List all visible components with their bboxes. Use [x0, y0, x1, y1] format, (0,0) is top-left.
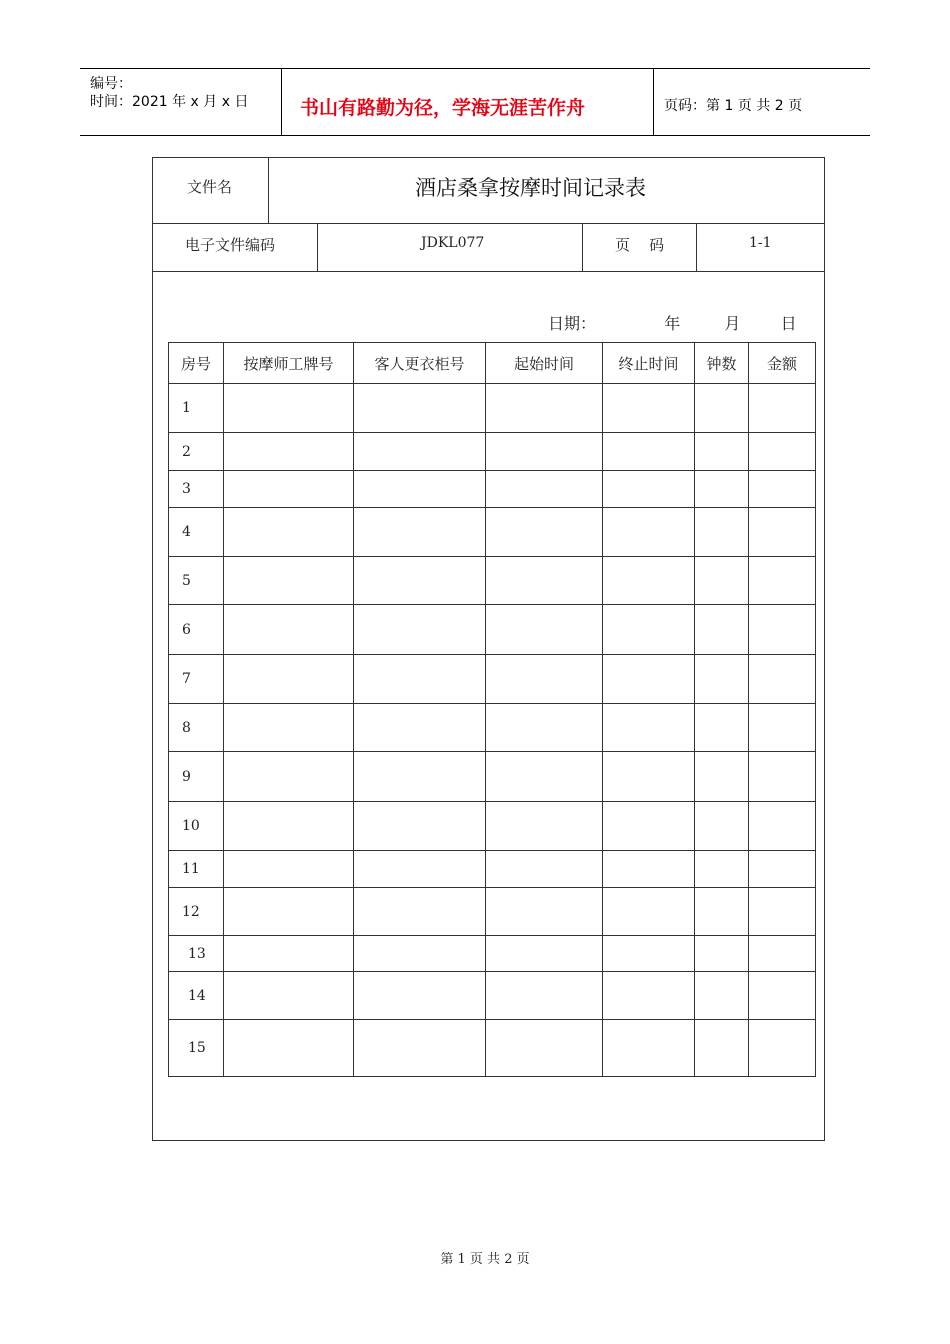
col-end-time: 终止时间 — [603, 343, 695, 384]
table-row — [169, 704, 816, 752]
record-table — [168, 342, 816, 1077]
table-row — [169, 802, 816, 851]
table-row — [169, 752, 816, 802]
cell-start-time[interactable] — [486, 1020, 603, 1077]
cell-locker-number[interactable] — [354, 704, 486, 752]
cell-amount[interactable] — [749, 851, 816, 888]
cell-locker-number[interactable] — [354, 1020, 486, 1077]
cell-amount[interactable] — [749, 972, 816, 1020]
cell-start-time[interactable] — [486, 655, 603, 704]
col-start-time: 起始时间 — [486, 343, 603, 384]
cell-locker-number[interactable] — [354, 752, 486, 802]
cell-start-time[interactable] — [486, 605, 603, 655]
cell-amount[interactable] — [749, 1020, 816, 1077]
cell-end-time[interactable] — [603, 557, 695, 605]
row-number: 13 — [169, 936, 224, 972]
cell-masseur-badge[interactable] — [224, 802, 354, 851]
cell-session-count[interactable] — [695, 704, 749, 752]
cell-locker-number[interactable] — [354, 433, 486, 471]
number-label: 编号： — [90, 76, 132, 92]
row-number: 12 — [169, 888, 224, 936]
table-row — [169, 1020, 816, 1077]
cell-masseur-badge[interactable] — [224, 888, 354, 936]
table-row — [169, 384, 816, 433]
row-number: 4 — [169, 508, 224, 557]
cell-session-count[interactable] — [695, 557, 749, 605]
cell-end-time[interactable] — [603, 508, 695, 557]
cell-end-time[interactable] — [603, 704, 695, 752]
cell-end-time[interactable] — [603, 471, 695, 508]
cell-start-time[interactable] — [486, 888, 603, 936]
cell-masseur-badge[interactable] — [224, 1020, 354, 1077]
table-row — [169, 433, 816, 471]
cell-end-time[interactable] — [603, 851, 695, 888]
cell-locker-number[interactable] — [354, 384, 486, 433]
cell-masseur-badge[interactable] — [224, 972, 354, 1020]
date-label: 日期： — [548, 314, 597, 333]
header-page-info: 页码：第 1 页 共 2 页 — [664, 98, 803, 114]
page-value: 1-1 — [749, 235, 772, 251]
document-title: 酒店桑拿按摩时间记录表 — [415, 176, 646, 200]
cell-session-count[interactable] — [695, 851, 749, 888]
cell-locker-number[interactable] — [354, 802, 486, 851]
cell-masseur-badge[interactable] — [224, 433, 354, 471]
table-row — [169, 936, 816, 972]
divider — [153, 271, 824, 272]
row-number: 11 — [169, 851, 224, 888]
header-motto-cell — [282, 69, 654, 135]
cell-session-count[interactable] — [695, 1020, 749, 1077]
cell-amount[interactable] — [749, 752, 816, 802]
row-number: 2 — [169, 433, 224, 471]
table-row — [169, 557, 816, 605]
cell-amount[interactable] — [749, 508, 816, 557]
cell-start-time[interactable] — [486, 433, 603, 471]
cell-locker-number[interactable] — [354, 936, 486, 972]
col-room-number: 房号 — [169, 343, 224, 384]
cell-end-time[interactable] — [603, 655, 695, 704]
cell-session-count[interactable] — [695, 433, 749, 471]
table-row — [169, 972, 816, 1020]
cell-end-time[interactable] — [603, 802, 695, 851]
row-number: 15 — [169, 1020, 224, 1077]
col-masseur-badge: 按摩师工牌号 — [224, 343, 354, 384]
date-line — [548, 311, 797, 334]
date-month: 月 — [724, 314, 741, 333]
code-value: JDKL077 — [421, 235, 485, 251]
divider — [317, 223, 318, 271]
cell-start-time[interactable] — [486, 752, 603, 802]
cell-session-count[interactable] — [695, 802, 749, 851]
cell-end-time[interactable] — [603, 752, 695, 802]
row-number: 10 — [169, 802, 224, 851]
cell-amount[interactable] — [749, 433, 816, 471]
cell-masseur-badge[interactable] — [224, 384, 354, 433]
cell-start-time[interactable] — [486, 851, 603, 888]
cell-amount[interactable] — [749, 936, 816, 972]
cell-locker-number[interactable] — [354, 655, 486, 704]
cell-masseur-badge[interactable] — [224, 471, 354, 508]
cell-start-time[interactable] — [486, 972, 603, 1020]
time-label: 时间：2021 年 x 月 x 日 — [90, 94, 249, 110]
table-row — [169, 888, 816, 936]
row-number: 8 — [169, 704, 224, 752]
cell-session-count[interactable] — [695, 972, 749, 1020]
code-label: 电子文件编码 — [185, 236, 276, 254]
cell-end-time[interactable] — [603, 384, 695, 433]
cell-masseur-badge[interactable] — [224, 936, 354, 972]
cell-session-count[interactable] — [695, 655, 749, 704]
cell-start-time[interactable] — [486, 557, 603, 605]
cell-amount[interactable] — [749, 802, 816, 851]
cell-end-time[interactable] — [603, 888, 695, 936]
row-number: 7 — [169, 655, 224, 704]
cell-start-time[interactable] — [486, 508, 603, 557]
page-header — [80, 68, 870, 136]
cell-masseur-badge[interactable] — [224, 508, 354, 557]
cell-masseur-badge[interactable] — [224, 557, 354, 605]
cell-start-time[interactable] — [486, 704, 603, 752]
cell-amount[interactable] — [749, 471, 816, 508]
table-row — [169, 508, 816, 557]
cell-session-count[interactable] — [695, 384, 749, 433]
table-row — [169, 851, 816, 888]
cell-end-time[interactable] — [603, 972, 695, 1020]
divider — [153, 223, 824, 224]
divider — [696, 223, 697, 271]
header-meta — [80, 69, 282, 135]
cell-amount[interactable] — [749, 704, 816, 752]
row-number: 14 — [169, 972, 224, 1020]
table-row — [169, 655, 816, 704]
page-label: 页 码 — [615, 236, 665, 254]
col-session-count: 钟数 — [695, 343, 749, 384]
cell-session-count[interactable] — [695, 471, 749, 508]
cell-end-time[interactable] — [603, 936, 695, 972]
date-day: 日 — [780, 314, 797, 333]
date-year: 年 — [664, 314, 681, 333]
divider — [268, 158, 269, 223]
cell-session-count[interactable] — [695, 888, 749, 936]
file-name-label: 文件名 — [187, 178, 233, 196]
cell-amount[interactable] — [749, 557, 816, 605]
cell-session-count[interactable] — [695, 752, 749, 802]
cell-start-time[interactable] — [486, 384, 603, 433]
cell-locker-number[interactable] — [354, 557, 486, 605]
cell-end-time[interactable] — [603, 605, 695, 655]
cell-amount[interactable] — [749, 605, 816, 655]
cell-end-time[interactable] — [603, 1020, 695, 1077]
cell-session-count[interactable] — [695, 936, 749, 972]
cell-masseur-badge[interactable] — [224, 704, 354, 752]
cell-locker-number[interactable] — [354, 471, 486, 508]
cell-start-time[interactable] — [486, 802, 603, 851]
cell-locker-number[interactable] — [354, 605, 486, 655]
cell-session-count[interactable] — [695, 508, 749, 557]
cell-masseur-badge[interactable] — [224, 752, 354, 802]
motto-text: 书山有路勤为径，学海无涯苦作舟 — [300, 97, 586, 119]
cell-amount[interactable] — [749, 384, 816, 433]
row-number: 9 — [169, 752, 224, 802]
col-locker-number: 客人更衣柜号 — [354, 343, 486, 384]
table-row — [169, 471, 816, 508]
col-amount: 金额 — [749, 343, 816, 384]
cell-masseur-badge[interactable] — [224, 851, 354, 888]
cell-locker-number[interactable] — [354, 851, 486, 888]
cell-end-time[interactable] — [603, 433, 695, 471]
cell-masseur-badge[interactable] — [224, 605, 354, 655]
page-footer: 第 1 页 共 2 页 — [440, 1252, 530, 1267]
cell-locker-number[interactable] — [354, 972, 486, 1020]
row-number: 6 — [169, 605, 224, 655]
table-row — [169, 605, 816, 655]
cell-amount[interactable] — [749, 655, 816, 704]
table-header-row — [169, 343, 816, 384]
cell-masseur-badge[interactable] — [224, 655, 354, 704]
cell-start-time[interactable] — [486, 471, 603, 508]
cell-start-time[interactable] — [486, 936, 603, 972]
cell-session-count[interactable] — [695, 605, 749, 655]
divider — [582, 223, 583, 271]
cell-locker-number[interactable] — [354, 508, 486, 557]
row-number: 3 — [169, 471, 224, 508]
row-number: 1 — [169, 384, 224, 433]
row-number: 5 — [169, 557, 224, 605]
cell-amount[interactable] — [749, 888, 816, 936]
cell-locker-number[interactable] — [354, 888, 486, 936]
